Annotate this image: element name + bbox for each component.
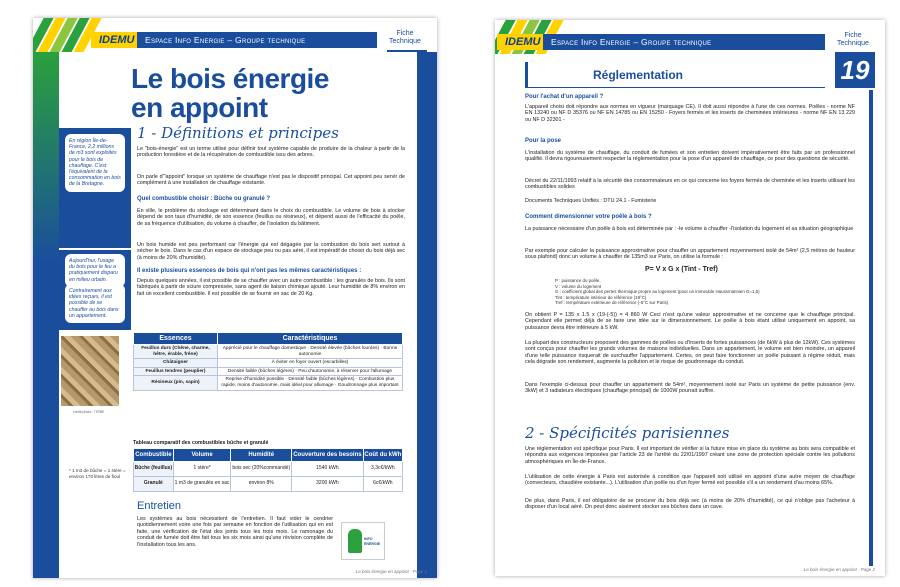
pose-paragraph: L'installation du système de chauffage, du conduit de fumées et son entretien doivent impérativement être faits par un professionnel qualifié. Il devra rigoureusement respecter la réglementation pour la pose d'un appareil de chauffage, ce pour des questions de sécurité. xyxy=(525,150,855,163)
calcul-paragraph: On obtient P = 135 x 1.5 x (19-(-5)) = 4 860 W Ceci n'est qu'une valeur approximative et ne concerne que le chauffage principal. Cependant elle permet déjà de se faire une idée sur le dimensionnement. Le poêle à bois étant utilisé uniquement en appoint, sa puissance devra être inférieure à 5 kW. xyxy=(525,312,855,331)
legend-line: P : puissance du poêle, xyxy=(555,278,601,283)
photo-credit: crédit photo : ITEBE xyxy=(73,410,105,414)
sidebox-fact-2: Aujourd'hui, l'usage du bois pour le feu a pratiquement disparu en milieu urbain. xyxy=(65,254,125,287)
dimension-paragraph: La puissance nécessaire d'un poêle à bois est déterminée par : -le volume à chauffer -l'isolation du logement et sa situation géographique xyxy=(525,226,854,232)
formula: P= V x G x (Tint - Tref) xyxy=(645,266,718,273)
exemple-paragraph: Par exemple pour calculer la puissance approximative pour chauffer un appartement moyennement isolé de 54m² (2,5 mètres de hauteur sous plafond) donc un volume à chauffer de 135m3 sur Paris, on utilise la formule : xyxy=(525,248,855,261)
appoint-paragraph: On parle d'"appoint" lorsque un système de chauffage n'est pas le dispositif principal. Cet appoint peu servir de complément à une installation de chauffage existante. xyxy=(137,174,405,187)
page-footer: Le bois énergie en appoint - Page 1 xyxy=(355,569,427,574)
decret-paragraph: Décret du 22/11/1993 relatif à la sécurité des consommateurs en ce qui concerne les foyers fermés de cheminée et les inserts utilisant les combustibles solides xyxy=(525,178,855,191)
table-row xyxy=(134,462,403,477)
header-title: Espace Info Energie – Groupe technique xyxy=(543,34,825,50)
header-title: Espace Info Energie – Groupe technique xyxy=(137,32,377,48)
table-header: Couverture des besoins xyxy=(292,449,364,462)
humidite-paragraph: Un bois humide est peu performant car l'énergie qui est dégagée par la combustion du bois sert surtout à sécher le bois. Dans le cas d'un espace de stockage peu ou pas aéré, il est impératif de choisir du bois déjà sec (à moins de 20% d'humidité). xyxy=(137,242,405,261)
wood-pellets-photo xyxy=(61,336,119,406)
essences-table xyxy=(133,332,403,391)
achat-paragraph: L'appareil choisi doit répondre aux normes en vigueur (marquage CE). Il doit aussi répondre à l'une de ces normes. Poêles - norme NF EN 13240 ou NF D 35376 ou NF EN 14785 ou EN 15250 - Foyers fermés et les inserts de cheminées intérieures - norme NF EN 13 229 ou NF D 32301 - xyxy=(525,104,855,123)
table-cell: Reprise d'humidité possible · Densité faible (bûches légères) · Combustion plus rapide, moins d'autonomie, mais idéal pour allumage · Goudronnage plus important xyxy=(218,376,403,390)
table-cell: 6c€/kWh xyxy=(363,477,402,492)
table-cell: environ 8% xyxy=(231,477,292,492)
paris-paragraph-2: L'utilisation de cette énergie à Paris est autorisée à condition que l'appareil soit utilisé en appoint d'une autre moyen de chauffage (convecteurs, chaudière existante...). L'utilisation d'un poêle ou d'un foyer fermé est possible s'il a un rendement d'au moins 65%. xyxy=(525,474,855,487)
table-row xyxy=(134,359,403,368)
page-title-line-2: en appoint xyxy=(131,92,268,123)
page-footer: Le bois énergie en appoint - Page 2 xyxy=(803,567,875,572)
subheading-achat: Pour l'achat d'un appareil ? xyxy=(525,94,604,100)
comparison-table xyxy=(133,448,403,492)
table-row xyxy=(134,345,403,359)
table-cell: 3200 kWh xyxy=(292,477,364,492)
subheading-combustible: Quel combustible choisir : Bûche ou granulé ? xyxy=(137,196,271,202)
left-color-bar xyxy=(33,52,59,578)
section-2-title: 2 - Spécificités parisiennes xyxy=(525,424,730,442)
table-cell: Densité faible (bûches légères) · Peu d'autonomie, à réserver pour l'allumage xyxy=(218,367,403,376)
page-title: Réglementation xyxy=(593,68,684,82)
table-header: Coût du kWh xyxy=(363,449,402,462)
section-1-title: 1 - Définitions et principes xyxy=(137,124,339,142)
table-header: Humidité xyxy=(231,449,292,462)
table-cell: 3,3c€/kWh xyxy=(363,462,402,477)
sidebox-fact-1: En région Île-de-France, 2,2 millions de m3 sont exploités pour le bois de chauffage. C'est l'équivalent de la consommation en bois de la Bretagne. xyxy=(65,134,125,192)
table-cell: À éviter en foyer ouvert (escarbilles) xyxy=(218,359,403,368)
formula-legend xyxy=(555,278,760,306)
paris-paragraph-1: Une réglementation est spécifique pour Paris. Il est important de vérifier si la future mise en place du système au bois sera compatible et répondra aux exigences imposées par l'article 23 de l'arrêté du 22/01/1997 créant une zone de protection spéciale contre les pollutions atmosphériques en Île-de-France. xyxy=(525,446,855,465)
legend-line: Tref : température extérieure de référence (-5°C sur Paris) xyxy=(555,300,669,306)
table-cell: Feuillus tendres (peuplier) xyxy=(134,367,218,376)
fiche-label: Fiche Technique xyxy=(837,32,869,47)
footnote: * 1 m3 de bûche = 1 stère = environ 170 litres de fioul xyxy=(69,468,126,479)
table-cell: Granulé xyxy=(134,477,174,492)
table-cell: 1 stère* xyxy=(173,462,231,477)
person-icon xyxy=(348,529,362,553)
paris-paragraph-3: De plus, dans Paris, il est obligatoire de se procurer du bois déjà sec (à moins de 20% d'humidité), ce qui n'oblige pas l'acheteur à disposer d'un local aéré. On peut donc aisément stocker ses bûches dans un cave. xyxy=(525,498,855,511)
table-header: Caractéristiques xyxy=(218,333,403,345)
sidebox-fact-3: Contrairement aux idées reçues, il est possible de se chauffer au bois dans un appartement. xyxy=(65,284,125,323)
brand-logo: IDEMU xyxy=(91,32,142,48)
brand-logo: IDEMU xyxy=(497,34,548,50)
table-row xyxy=(134,376,403,390)
table-header: Essences xyxy=(134,333,218,345)
entretien-paragraph: Les systèmes au bois nécessitent de l'entretien. Il faut vider le cendrier quotidiennement voire une fois par semaine en fonction de l'utilisation qui en est faite, une vérification de l'état des joints tous les trois mois. Le ramonage du conduit de fumée doit être fait tous les six mois ainsi qu'une révision complète de l'installation tous les ans. xyxy=(137,516,333,548)
legend-line: G : coefficient global des pertes thermique propre au logement (pour un immeuble Haussmannien G=1,5) xyxy=(555,289,760,295)
table-cell: Châtaigner xyxy=(134,359,218,368)
table-row xyxy=(134,477,403,492)
dtu-paragraph: Documents Techniques Unifiés : DTU 24.1 - Fumisterie xyxy=(525,198,657,204)
legend-line: Tint : température intérieur de référence (19°C) xyxy=(555,294,647,300)
page-title-line-1: Le bois énergie xyxy=(131,63,329,94)
right-color-bar xyxy=(869,90,873,566)
comparison-caption: Tableau comparatif des combustibles bûche et granulé xyxy=(133,440,269,446)
right-color-bar xyxy=(417,52,437,578)
table-cell: Bûche (feuillus) xyxy=(134,462,174,477)
table-header: Combustible xyxy=(134,449,174,462)
entretien-title: Entretien xyxy=(137,500,182,512)
fiche-label: Fiche Technique xyxy=(389,30,421,45)
subheading-dimensionner: Comment dimensionner votre poêle à bois ? xyxy=(525,214,652,220)
stockage-paragraph: En ville, le problème du stockage est déterminant dans le choix du combustible. Le volume de bois à stocker dépend de son taux d'humidité, de son essence (feuillus ou résineux), et dépend aussi de l'efficacité du poêle, de sa fréquence d'utilisation, du volume à chauffer, de l'isolation du bâtiment. xyxy=(137,208,405,227)
info-energie-logo xyxy=(341,522,385,560)
page-title xyxy=(131,64,371,122)
logo-text: INFO ÉNERGIE xyxy=(364,537,381,546)
page-header xyxy=(33,18,437,52)
exemple2-paragraph: Dans l'exemple ci-dessus pour chauffer un appartement de 54m², moyennement isolé sur Paris un système de petite puissance (env. 3kW) et 3 radiateurs électriques (chauffage principal) de 1000W pourrait suffire. xyxy=(525,382,855,395)
page-1 xyxy=(33,18,437,578)
constructeurs-paragraph: La plupart des constructeurs proposent des gammes de poêles ou d'inserts de fortes puissances (de 6kW à plus de 12kW). Ces systèmes sont conçus pour chauffer les grands volumes de maisons individuelles. Dans un appartement, le volume est bien moindre, un appareil d'une telle puissance risquerait de surchauffer l'appartement. Certes, on peut faire fonctionner un poêle puissant à régime réduit, mais cela dégrade son rendement, augmente la pollution et le risque de goudronnage du conduit. xyxy=(525,340,855,366)
table-cell: 1540 kWh xyxy=(292,462,364,477)
table-header: Volume xyxy=(173,449,231,462)
legend-line: V : volume du logement xyxy=(555,283,602,289)
table-cell: Résineux (pin, sapin) xyxy=(134,376,218,390)
table-cell: 1 m3 de granulés en sac xyxy=(173,477,231,492)
granules-paragraph: Depuis quelques années, il est possible de se chauffer avec un autre combustible : les granulés de bois. Ils sont fabriqués à partir de sciure compressée, sans agent de liaison chimique ajouté. Leur humidité de 8% environ en fait un excellent combustible. Il est possible de se fournir en sac de 20 Kg. xyxy=(137,278,405,297)
page-2 xyxy=(495,20,885,576)
subheading-pose: Pour la pose xyxy=(525,138,562,144)
intro-paragraph: Le "bois-énergie" est un terme utilisé pour définir tout système capable de produire de la chaleur à partir de la production forestière et de la récupération de combustible issu des arbres. xyxy=(137,146,405,159)
table-row xyxy=(134,367,403,376)
table-cell: Apprécié pour le chauffage domestique · Densité élevée (bûches lourdes) · Bonne autonomie xyxy=(218,345,403,359)
subheading-essences: Il existe plusieurs essences de bois qui n'ont pas les mêmes caractéristiques : xyxy=(137,268,362,274)
fiche-number: 19 xyxy=(835,52,875,88)
table-cell: bois sec (20%commandé) xyxy=(231,462,292,477)
table-cell: Feuillus durs (Chêne, charme, hêtre, érable, frêne) xyxy=(134,345,218,359)
